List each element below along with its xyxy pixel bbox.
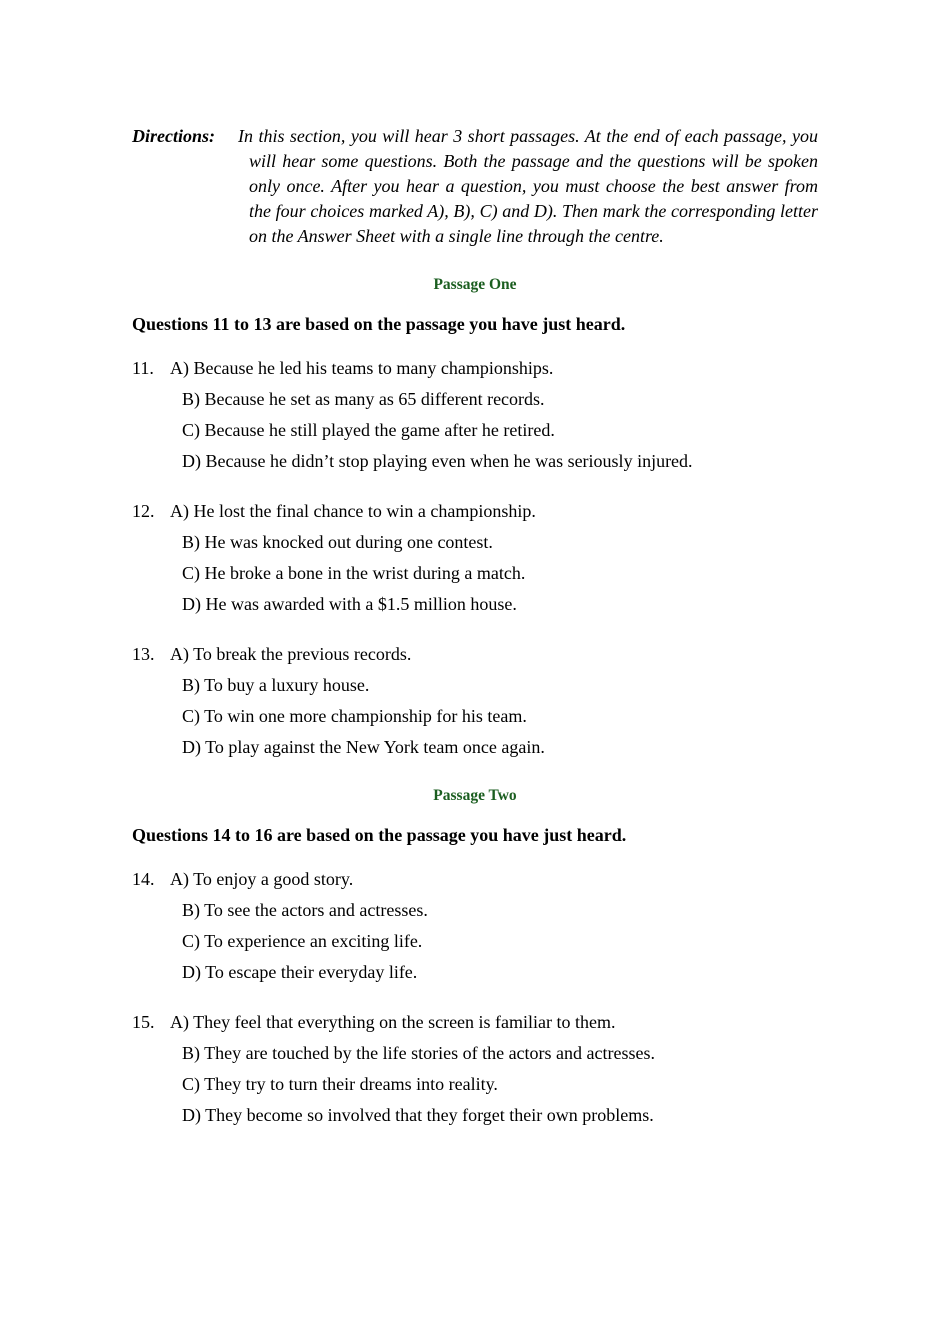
- question-number: 11.: [132, 358, 154, 378]
- directions-text: In this section, you will hear 3 short passages. At the end of each passage, you will hear some questions. Both the passage and the questions will be spoken only once. After you hear a question, you must choose the best answer from the four choices marked A), B), C) and D). Then mark the corresponding letter on the Answer Sheet with a single line through the centre.: [238, 126, 818, 246]
- question-12-option-b: B) He was knocked out during one contest.: [182, 532, 493, 552]
- directions-block: [132, 124, 818, 249]
- option-text: A) They feel that everything on the screen is familiar to them.: [170, 1012, 616, 1032]
- question-13-option-d: D) To play against the New York team once again.: [182, 737, 545, 757]
- question-15-option-b: B) They are touched by the life stories of the actors and actresses.: [182, 1043, 656, 1063]
- passage-two-section: [132, 787, 818, 1131]
- question-12-option-a: [132, 496, 818, 527]
- passage-one-section: [132, 276, 818, 763]
- question-11-option-a: [132, 353, 818, 384]
- question-14-option-b: B) To see the actors and actresses.: [182, 900, 428, 920]
- option-text: A) To enjoy a good story.: [170, 869, 354, 889]
- question-15-option-d: D) They become so involved that they forget their own problems.: [182, 1105, 654, 1125]
- question-11-option-d: D) Because he didn’t stop playing even when he was seriously injured.: [182, 451, 693, 471]
- option-text: A) To break the previous records.: [170, 644, 412, 664]
- question-14-option-a: [132, 864, 818, 895]
- passage-one-intro: Questions 11 to 13 are based on the passage you have just heard.: [132, 314, 626, 334]
- question-13: [132, 639, 818, 763]
- question-12: [132, 496, 818, 620]
- option-text: A) Because he led his teams to many championships.: [170, 358, 554, 378]
- question-13-option-a: [132, 639, 818, 670]
- question-15: [132, 1007, 818, 1131]
- question-11-option-c: C) Because he still played the game after he retired.: [182, 420, 555, 440]
- question-11-option-b: B) Because he set as many as 65 different records.: [182, 389, 545, 409]
- question-15-option-c: C) They try to turn their dreams into reality.: [182, 1074, 498, 1094]
- question-12-option-d: D) He was awarded with a $1.5 million house.: [182, 594, 517, 614]
- exam-page: [132, 124, 818, 1131]
- question-12-option-c: C) He broke a bone in the wrist during a match.: [182, 563, 526, 583]
- passage-one-heading: Passage One: [433, 276, 517, 293]
- question-number: 14.: [132, 869, 155, 889]
- question-14: [132, 864, 818, 988]
- question-15-option-a: [132, 1007, 818, 1038]
- directions-label: Directions:: [132, 126, 215, 146]
- question-14-option-c: C) To experience an exciting life.: [182, 931, 423, 951]
- passage-two-intro: Questions 14 to 16 are based on the passage you have just heard.: [132, 825, 627, 845]
- question-11: [132, 353, 818, 477]
- question-13-option-c: C) To win one more championship for his team.: [182, 706, 527, 726]
- question-number: 12.: [132, 501, 155, 521]
- question-number: 13.: [132, 644, 155, 664]
- question-14-option-d: D) To escape their everyday life.: [182, 962, 418, 982]
- question-number: 15.: [132, 1012, 155, 1032]
- question-13-option-b: B) To buy a luxury house.: [182, 675, 370, 695]
- passage-two-heading: Passage Two: [433, 787, 517, 804]
- option-text: A) He lost the final chance to win a championship.: [170, 501, 536, 521]
